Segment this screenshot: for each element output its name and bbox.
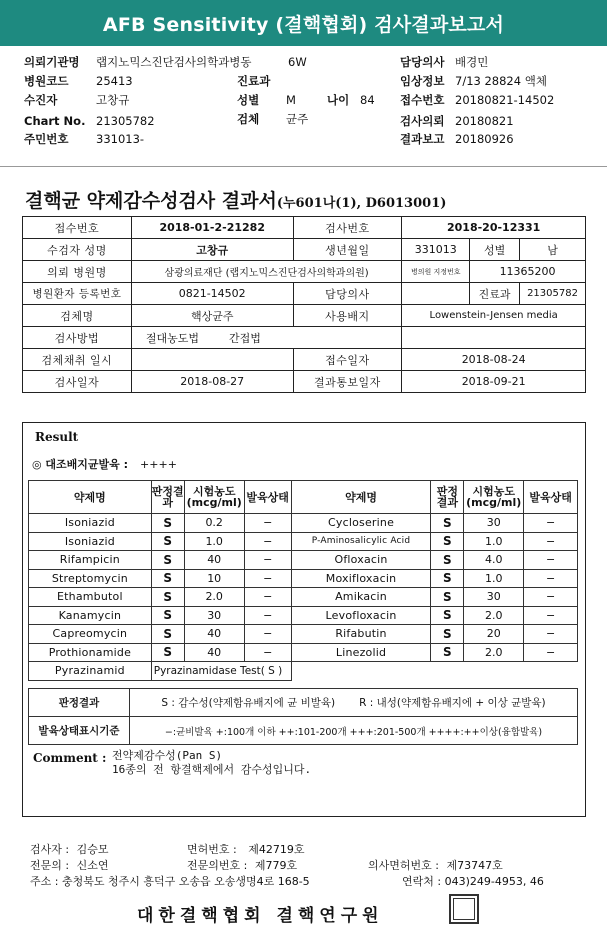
section-divider [0,166,607,167]
inspector-label: 검사자 : [30,843,70,856]
col-header-result-left: 판정결과 [151,481,184,514]
method-value [131,327,401,349]
medium-value: Lowenstein-Jensen media [402,305,586,327]
drug-name: Prothionamide [29,643,152,662]
ward-value: 6W [288,55,307,69]
receiver-label: 수진자 [24,93,58,107]
doctor-row [400,53,488,71]
drug-growth: − [244,551,291,570]
institution-label: 의뢰기관명 [24,55,80,69]
col-header-drug-left: 약제명 [29,481,152,514]
comment-text [112,749,311,777]
drug-name: Cycloserine [291,514,431,533]
pyrazinamide-name: Pyrazinamid [29,662,152,681]
medium-label: 사용배지 [293,305,402,327]
drug-result: S [431,551,464,570]
report-subtitle: (누601나(1), D6013001) [276,196,447,211]
drug-growth: − [524,588,578,607]
clinical-row [400,72,547,90]
col-header-drug-right: 약제명 [291,481,431,514]
receipt-no-cell-label: 접수번호 [23,217,132,239]
registration-value: 0821-14502 [131,283,293,305]
hospital-code-row [24,72,133,90]
request-value: 20180821 [455,114,514,128]
registration-label: 병원환자 등록번호 [23,283,132,305]
drug-name: Isoniazid [29,514,152,533]
specialist-value: 신소연 [76,859,109,872]
drug-name: Kanamycin [29,606,152,625]
clinical-label: 임상정보 [400,74,445,88]
official-seal-icon [449,894,479,924]
report-title [25,186,446,213]
table-row [29,606,578,625]
table-row [29,643,578,662]
resident-value: 331013- [96,132,145,146]
specialist-label: 전문의 : [30,859,70,872]
specimen-label: 검체 [237,112,260,126]
specialist-no-value: 제779호 [254,859,298,872]
attending-doctor-value [402,283,470,305]
table-row [29,717,578,745]
report-date-row [400,130,514,148]
drug-result: S [431,569,464,588]
table-row [29,569,578,588]
specimen-row [237,110,308,128]
doctor-license-value: 제73747호 [446,859,503,872]
drug-growth: − [244,643,291,662]
drug-growth: − [524,514,578,533]
drug-name: Capreomycin [29,625,152,644]
test-no-cell-label: 검사번호 [293,217,402,239]
interp-susceptible: S : 감수성(약제함유배지에 균 비발육) [161,697,336,709]
drug-growth: − [524,569,578,588]
address-line [30,873,310,889]
hospital-code-cell-label: 병의원 지정번호 [402,261,470,283]
drug-concentration: 30 [184,606,244,625]
license-line [187,841,304,857]
address-value: 충청북도 청주시 흥덕구 오송읍 오송생명4로 168-5 [61,875,310,888]
specialist-no-label: 전문의번호 : [187,859,248,872]
growth-criteria-value: −:균비발육 +:100개 이하 ++:101-200개 +++:201-500개 ++++:++이상(융합발육) [130,717,578,745]
sex-value: M [286,93,296,107]
drug-name: Amikacin [291,588,431,607]
attending-doctor-label: 담당의사 [293,283,402,305]
table-row [29,625,578,644]
inspector-line [30,841,108,857]
table-row [23,305,586,327]
interpretation-value [130,689,578,717]
drug-name: Streptomycin [29,569,152,588]
control-growth-label: ◎ 대조배지균발육 : [32,458,129,471]
test-no-cell-value: 2018-20-12331 [402,217,586,239]
drug-growth: − [524,643,578,662]
drug-result: S [151,606,184,625]
doctor-license-label: 의사면허번호 : [368,859,439,872]
resident-label: 주민번호 [24,132,69,146]
interpretation-label: 판정결과 [29,689,130,717]
dob-value: 331013 [402,239,470,261]
drug-concentration: 2.0 [464,643,524,662]
notify-date-value: 2018-09-21 [402,371,586,393]
drug-result: S [431,643,464,662]
notify-date-label: 결과통보일자 [293,371,402,393]
receipt-date-value: 2018-08-24 [402,349,586,371]
drug-name: Ethambutol [29,588,152,607]
control-growth-value: ++++ [140,458,177,471]
hospital-name-label: 의뢰 병원명 [23,261,132,283]
receipt-no-label: 접수번호 [400,93,445,107]
drug-concentration: 1.0 [184,532,244,551]
drug-table [28,480,578,681]
drug-result: S [151,551,184,570]
col-header-conc-left: 시험농도(mcg/ml) [184,481,244,514]
drug-concentration: 30 [464,588,524,607]
drug-growth: − [244,569,291,588]
drug-concentration: 20 [464,625,524,644]
collection-date-value [131,349,293,371]
doctor-license-line [368,857,503,873]
specialist-line [30,857,108,873]
table-header-row [29,481,578,514]
drug-name: Isoniazid [29,532,152,551]
comment-label: Comment : [33,751,107,765]
method-absolute: 절대농도법 [145,331,200,345]
comment-line: 16종의 전 항결핵제에서 감수성입니다. [112,763,312,776]
drug-name: Levofloxacin [291,606,431,625]
drug-concentration: 2.0 [184,588,244,607]
patient-name-value: 고창규 [131,239,293,261]
comment-line: 전약제감수성(Pan S) [112,749,223,762]
drug-growth: − [524,625,578,644]
specialist-no-line [187,857,297,873]
report-date-label: 결과보고 [400,132,445,146]
table-row [29,588,578,607]
result-label: Result [35,430,79,444]
drug-growth: − [524,606,578,625]
table-row [23,239,586,261]
drug-result: S [151,588,184,607]
license-label: 면허번호 : [187,843,237,856]
table-row [23,349,586,371]
table-row [29,662,578,681]
table-row [29,689,578,717]
growth-criteria-label: 발육상태표시기준 [29,717,130,745]
receiver-row [24,91,129,109]
table-row [23,327,586,349]
hospital-code-value: 25413 [96,74,133,88]
chart-label: Chart No. [24,114,86,128]
contact-line [402,873,544,889]
col-header-growth-left: 발육상태 [244,481,291,514]
report-header-title: AFB Sensitivity (결핵협회) 검사결과보고서 [0,0,607,46]
clinical-value: 7/13 28824 액체 [455,74,547,88]
col-header-result-right: 판정결과 [431,481,464,514]
age-value: 84 [360,93,375,107]
specimen-value: 균주 [286,112,309,126]
drug-concentration: 4.0 [464,551,524,570]
table-row [29,514,578,533]
method-indirect: 간접법 [229,331,261,345]
resident-row [24,130,144,148]
drug-concentration: 40 [184,643,244,662]
report-title-text: 결핵균 약제감수성검사 결과서 [25,190,277,212]
drug-result: S [431,514,464,533]
drug-concentration: 30 [464,514,524,533]
drug-growth: − [244,606,291,625]
drug-growth: − [244,588,291,607]
patient-name-label: 수검자 성명 [23,239,132,261]
table-row [29,532,578,551]
test-date-value: 2018-08-27 [131,371,293,393]
drug-concentration: 1.0 [464,532,524,551]
age-label: 나이 [327,93,350,107]
drug-result: S [431,532,464,551]
hospital-code-cell-value: 11365200 [470,261,586,283]
test-date-label: 검사일자 [23,371,132,393]
pyrazinamide-result: Pyrazinamidase Test( S ) [151,662,291,681]
hospital-code-label: 병원코드 [24,74,69,88]
request-row [400,112,514,130]
drug-name: Rifabutin [291,625,431,644]
dept-label: 진료과 [237,74,271,88]
method-extra [402,327,586,349]
drug-result: S [151,625,184,644]
department-value: 21305782 [520,283,586,305]
drug-name: Linezolid [291,643,431,662]
request-label: 검사의뢰 [400,114,445,128]
drug-growth: − [524,532,578,551]
drug-concentration: 2.0 [464,606,524,625]
drug-result: S [151,532,184,551]
dept-row [237,72,270,90]
drug-concentration: 10 [184,569,244,588]
chart-row [24,112,155,130]
specimen-name-label: 검체명 [23,305,132,327]
sex-cell-value: 남 [520,239,586,261]
patient-info-table [22,216,586,393]
drug-result: S [431,588,464,607]
control-growth [32,456,177,472]
report-date-value: 20180926 [455,132,514,146]
sex-label: 성별 [237,93,260,107]
receipt-no-value: 20180821-14502 [455,93,555,107]
contact-label: 연락처 : [402,875,442,888]
table-row [29,551,578,570]
table-row [23,261,586,283]
institution-value: 랩지노믹스진단검사의학과병동 [96,55,252,69]
drug-result: S [431,625,464,644]
institution-row [24,53,307,71]
drug-name: P-Aminosalicylic Acid [291,532,431,551]
empty-cell [291,662,577,681]
chart-value: 21305782 [96,114,155,128]
interpretation-table [28,688,578,745]
department-label: 진료과 [470,283,520,305]
drug-result: S [151,569,184,588]
drug-result: S [151,643,184,662]
inspector-value: 김승모 [76,843,109,856]
receipt-date-label: 접수일자 [293,349,402,371]
receipt-row [400,91,554,109]
dob-label: 생년월일 [293,239,402,261]
drug-name: Moxifloxacin [291,569,431,588]
drug-growth: − [244,625,291,644]
interp-resistant: R : 내성(약제함유배지에 + 이상 균발육) [359,697,546,709]
organization-name: 대한결핵협회 결핵연구원 [137,906,384,926]
method-label: 검사방법 [23,327,132,349]
drug-concentration: 1.0 [464,569,524,588]
receiver-value: 고창규 [96,93,130,107]
specimen-name-value: 핵상균주 [131,305,293,327]
collection-date-label: 검체채취 일시 [23,349,132,371]
hospital-name-value: 삼광의료재단 (랩지노믹스진단검사의학과의원) [131,261,401,283]
contact-value: 043)249-4953, 46 [444,875,544,888]
drug-growth: − [524,551,578,570]
drug-growth: − [244,532,291,551]
drug-result: S [151,514,184,533]
col-header-growth-right: 발육상태 [524,481,578,514]
drug-growth: − [244,514,291,533]
receipt-no-cell-value: 2018-01-2-21282 [131,217,293,239]
license-value: 제42719호 [248,843,305,856]
sex-age-row [237,91,375,109]
doctor-label: 담당의사 [400,55,445,69]
sex-cell-label: 성별 [470,239,520,261]
table-row [23,217,586,239]
table-row [23,371,586,393]
table-row [23,283,586,305]
drug-name: Rifampicin [29,551,152,570]
drug-concentration: 40 [184,551,244,570]
drug-result: S [431,606,464,625]
drug-concentration: 40 [184,625,244,644]
col-header-conc-right: 시험농도(mcg/ml) [464,481,524,514]
drug-concentration: 0.2 [184,514,244,533]
address-label: 주소 : [30,875,59,888]
drug-name: Ofloxacin [291,551,431,570]
doctor-value: 배경민 [455,55,489,69]
